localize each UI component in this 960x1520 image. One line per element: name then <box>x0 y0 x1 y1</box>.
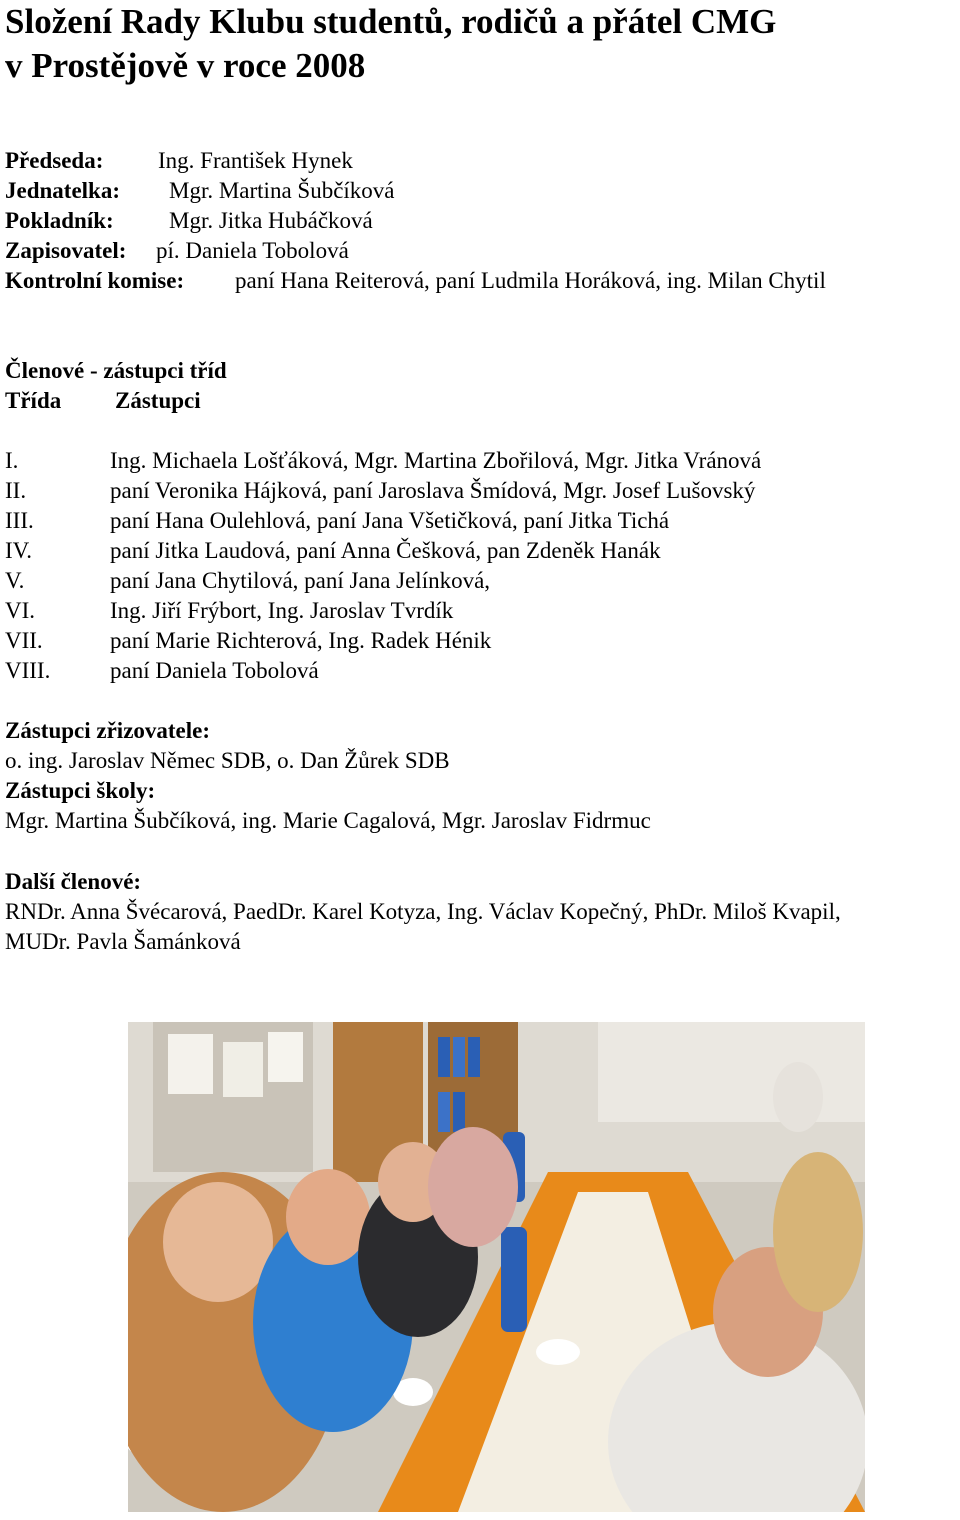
officer-name: Mgr. Jitka Hubáčková <box>169 208 373 233</box>
standing-person <box>773 1062 823 1132</box>
binder <box>453 1037 465 1077</box>
school-heading: Zástupci školy: <box>5 778 156 803</box>
meeting-photo <box>128 1022 865 1512</box>
class-number: II. <box>5 478 27 503</box>
page-title-line-1: Složení Rady Klubu studentů, rodičů a přátel CMG <box>5 2 777 41</box>
column-header-reps: Zástupci <box>115 388 201 413</box>
binder <box>438 1092 450 1132</box>
other-members-line-1: RNDr. Anna Švécarová, PaedDr. Karel Kotyza, Ing. Václav Kopečný, PhDr. Miloš Kvapil, <box>5 899 841 924</box>
person-pink <box>428 1127 518 1247</box>
other-members-heading: Další členové: <box>5 869 142 894</box>
class-representatives: paní Daniela Tobolová <box>110 658 319 683</box>
class-representatives: paní Jana Chytilová, paní Jana Jelínková, <box>110 568 491 593</box>
column-header-class: Třída <box>5 388 62 413</box>
officer-role: Jednatelka: <box>5 178 120 203</box>
binder <box>468 1037 480 1077</box>
class-representatives: paní Jitka Laudová, paní Anna Češková, pan Zdeněk Hanák <box>110 538 661 563</box>
other-members-line-2: MUDr. Pavla Šamánková <box>5 929 241 954</box>
control-commission-label: Kontrolní komise: <box>5 268 185 293</box>
binder <box>438 1037 450 1077</box>
person-right-far <box>773 1152 863 1312</box>
school-names: Mgr. Martina Šubčíková, ing. Marie Cagalová, Mgr. Jaroslav Fidrmuc <box>5 808 651 833</box>
officer-role: Předseda: <box>5 148 104 173</box>
founder-heading: Zástupci zřizovatele: <box>5 718 211 743</box>
class-number: IV. <box>5 538 33 563</box>
paper-notice <box>168 1034 213 1094</box>
class-representatives: Ing. Michaela Lošťáková, Mgr. Martina Zbořilová, Mgr. Jitka Vránová <box>110 448 762 473</box>
class-number: V. <box>5 568 25 593</box>
face <box>163 1182 273 1302</box>
water-bottle <box>501 1227 527 1332</box>
control-commission-names: paní Hana Reiterová, paní Ludmila Horáková, ing. Milan Chytil <box>235 268 826 293</box>
founder-names: o. ing. Jaroslav Němec SDB, o. Dan Žůrek SDB <box>5 748 450 773</box>
class-number: I. <box>5 448 19 473</box>
face <box>286 1169 370 1265</box>
paper-notice <box>223 1042 263 1097</box>
paper-notice <box>268 1032 303 1082</box>
officer-name: Mgr. Martina Šubčíková <box>169 178 395 203</box>
class-number: VIII. <box>5 658 51 683</box>
binder <box>453 1092 465 1132</box>
class-number: VII. <box>5 628 43 653</box>
coffee-cup <box>536 1339 580 1365</box>
class-number: VI. <box>5 598 36 623</box>
officer-name: Ing. František Hynek <box>158 148 353 173</box>
members-heading: Členové - zástupci tříd <box>5 358 227 383</box>
officer-name: pí. Daniela Tobolová <box>156 238 349 263</box>
class-representatives: paní Marie Richterová, Ing. Radek Hénik <box>110 628 492 653</box>
officer-role: Pokladník: <box>5 208 114 233</box>
officer-role: Zapisovatel: <box>5 238 127 263</box>
class-representatives: paní Hana Oulehlová, paní Jana Všetičková, paní Jitka Tichá <box>110 508 670 533</box>
class-number: III. <box>5 508 34 533</box>
back-wall <box>598 1022 865 1122</box>
page-title-line-2: v Prostějově v roce 2008 <box>5 46 366 85</box>
class-representatives: paní Veronika Hájková, paní Jaroslava Šmídová, Mgr. Josef Lušovský <box>110 478 756 503</box>
class-representatives: Ing. Jiří Frýbort, Ing. Jaroslav Tvrdík <box>110 598 454 623</box>
